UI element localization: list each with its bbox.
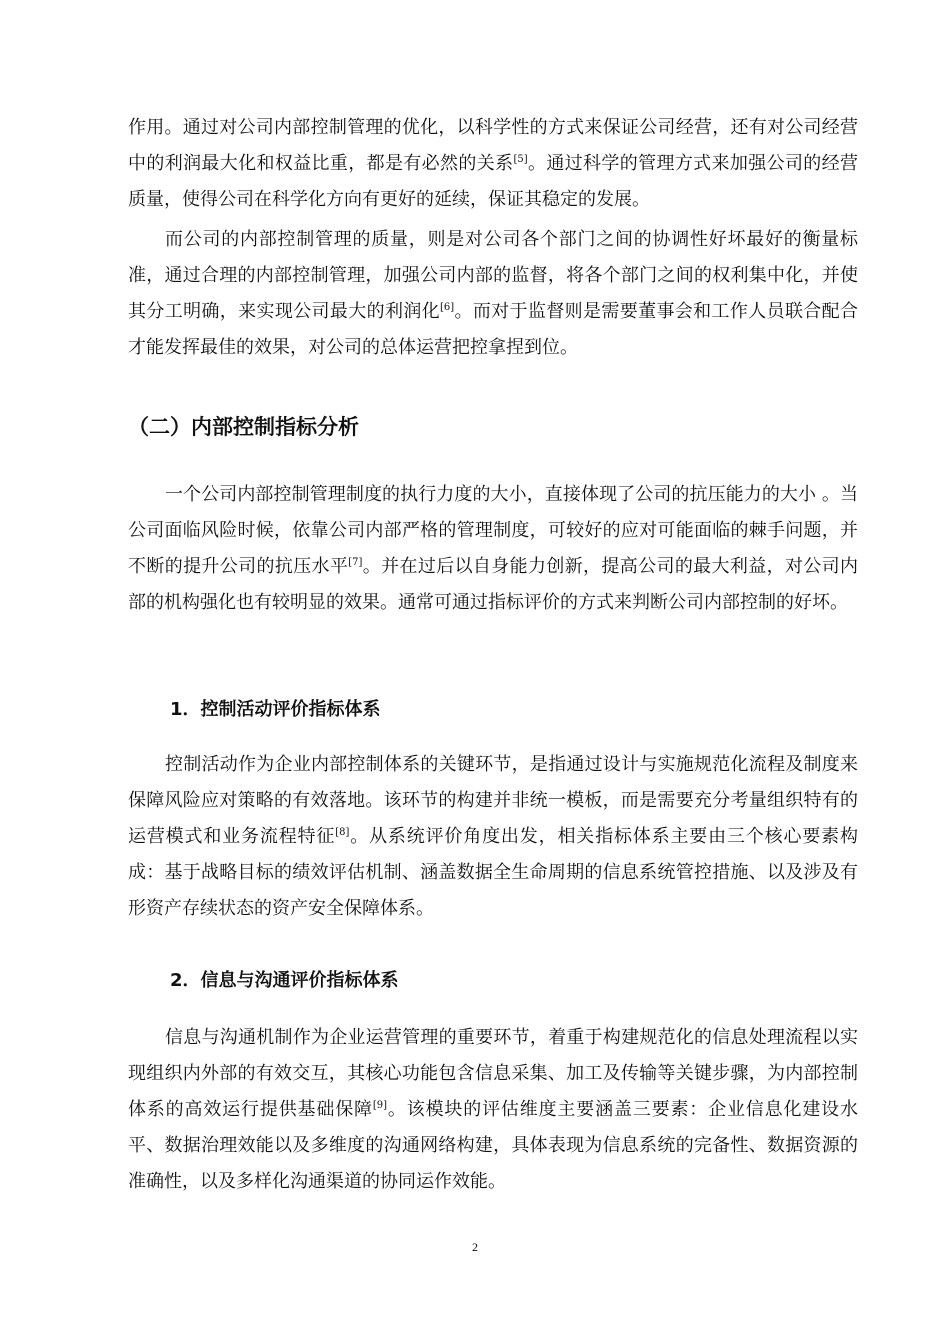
paragraph-text: 控制活动作为企业内部控制体系的关键环节，是指通过设计与实施规范化流程及制度来保障风险应对策略的有效落地。该环节的构建并非统一模板，而是需要充分考量组织特有的运营模式和业务流程特征: [128, 754, 858, 847]
paragraph-text: 作用。通过对公司内部控制管理的优化，以科学性的方式来保证公司经营，还有对公司经营中的利润最大化和权益比重，都是有必然的关系: [128, 117, 858, 174]
paragraph-text: 。并在过后以自身能力创新，提高公司的最大利益，对公司内部的机构强化也有较明显的效果。通常可通过指标评价的方式来判断公司内部控制的好坏。: [128, 556, 859, 613]
paragraph-text: 。从系统评价角度出发，相关指标体系主要由三个核心要素构成：基于战略目标的绩效评估机制、涵盖数据全生命周期的信息系统管控措施、以及涉及有形资产存续状态的资产安全保障体系。: [128, 826, 859, 919]
paragraph-text: 。而对于监督则是需要董事会和工作人员联合配合才能发挥最佳的效果，对公司的总体运营把控拿捏到位。: [128, 301, 859, 358]
paragraph-3: [128, 477, 858, 621]
citation: [7]: [348, 557, 363, 568]
subsection-heading-1: 1．控制活动评价指标体系: [170, 699, 381, 720]
citation: [5]: [513, 154, 528, 165]
citation: [6]: [440, 302, 455, 313]
subsection-heading-2: 2．信息与沟通评价指标体系: [170, 970, 399, 991]
page-number: 2: [472, 1240, 478, 1254]
paragraph-1: [128, 110, 858, 218]
paragraph-text: 。该模块的评估维度主要涵盖三要素：企业信息化建设水平、数据治理效能以及多维度的沟通网络构建，具体表现为信息系统的完备性、数据资源的准确性，以及多样化沟通渠道的协同运作效能。: [128, 1099, 858, 1192]
paragraph-text: 信息与沟通机制作为企业运营管理的重要环节，着重于构建规范化的信息处理流程以实现组织内外部的有效交互，其核心功能包含信息采集、加工及传输等关键步骤，为内部控制体系的高效运行提供基础保障: [128, 1027, 858, 1120]
paragraph-2: [128, 222, 858, 366]
citation: [8]: [335, 827, 350, 838]
paragraph-text: 。通过科学的管理方式来加强公司的经营质量，使得公司在科学化方向有更好的延续，保证其稳定的发展。: [128, 153, 859, 210]
section-heading: （二）内部控制指标分析: [128, 415, 359, 439]
paragraph-4: [128, 747, 858, 927]
citation: [9]: [372, 1100, 388, 1111]
paragraph-text: 而公司的内部控制管理的质量，则是对公司各个部门之间的协调性好坏最好的衡量标准，通过合理的内部控制管理，加强公司内部的监督，将各个部门之间的权利集中化，并使其分工明确，来实现公司最大的利润化: [128, 229, 858, 322]
paragraph-text: 一个公司内部控制管理制度的执行力度的大小，直接体现了公司的抗压能力的大小 。当公司面临风险时候，依靠公司内部严格的管理制度，可较好的应对可能面临的棘手问题，并不断的提升公司的抗压水平: [128, 484, 858, 577]
paragraph-5: [128, 1020, 858, 1200]
